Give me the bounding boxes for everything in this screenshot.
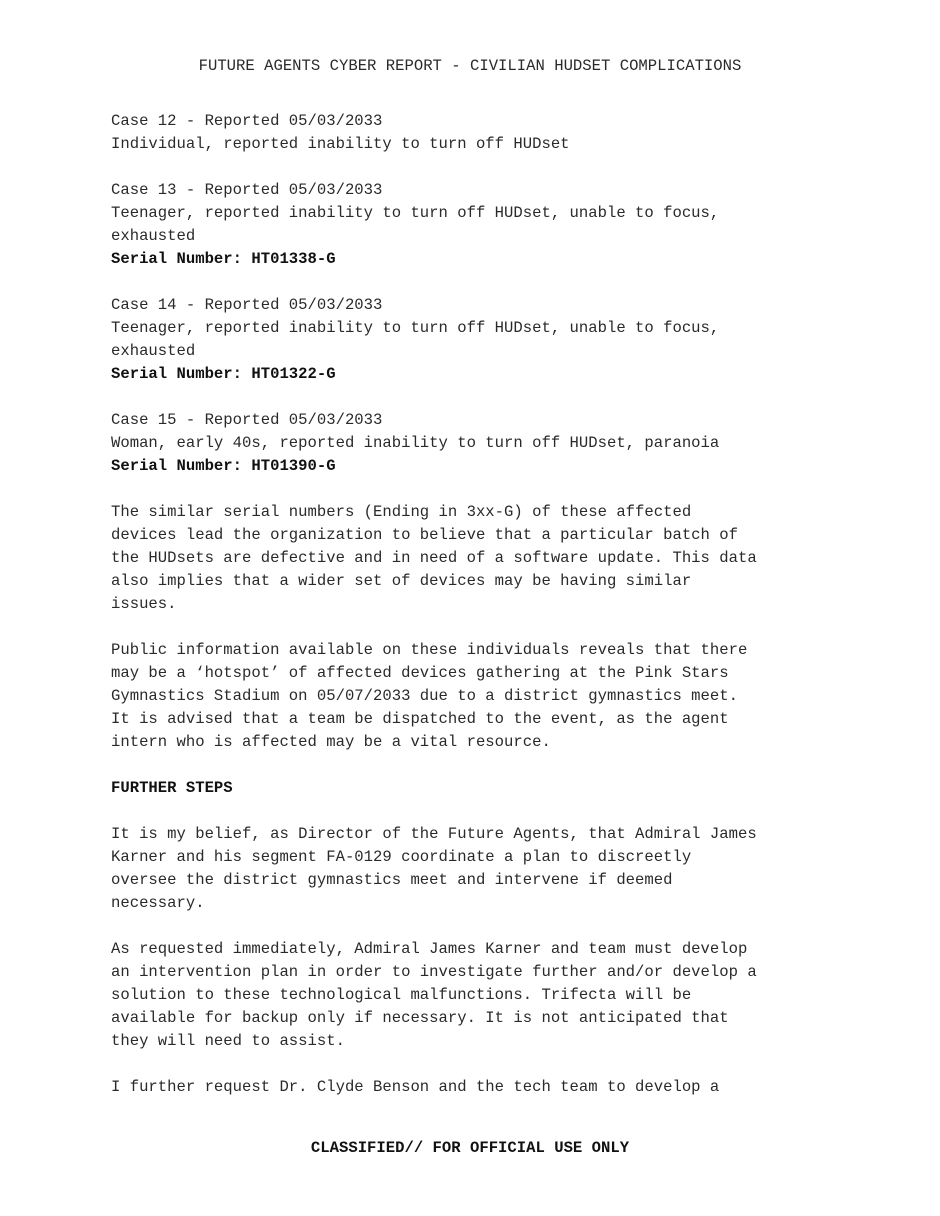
case-heading: Case 12 - Reported 05/03/2033 (111, 112, 383, 130)
case-entry-13 (111, 179, 841, 271)
case-heading: Case 13 - Reported 05/03/2033 (111, 181, 383, 199)
public-information-paragraph (111, 639, 841, 754)
paragraph-line: It is advised that a team be dispatched to the event, as the agent (111, 710, 729, 728)
case-serial-number: Serial Number: HT01338-G (111, 250, 336, 268)
report-body (111, 110, 841, 1099)
further-steps-section (111, 777, 841, 800)
paragraph-line: oversee the district gymnastics meet and intervene if deemed (111, 871, 673, 889)
case-description: Teenager, reported inability to turn off HUDset, unable to focus, (111, 319, 720, 337)
case-serial-number: Serial Number: HT01390-G (111, 457, 336, 475)
director-belief-paragraph (111, 823, 841, 915)
paragraph-line: intern who is affected may be a vital resource. (111, 733, 551, 751)
paragraph-line: Public information available on these individuals reveals that there (111, 641, 748, 659)
paragraph-line: devices lead the organization to believe that a particular batch of (111, 526, 738, 544)
paragraph-line: solution to these technological malfunctions. Trifecta will be (111, 986, 692, 1004)
case-description: Individual, reported inability to turn off HUDset (111, 135, 570, 153)
paragraph-line: available for backup only if necessary. It is not anticipated that (111, 1009, 729, 1027)
paragraph-line: also implies that a wider set of devices may be having similar (111, 572, 692, 590)
report-title: FUTURE AGENTS CYBER REPORT - CIVILIAN HUDSET COMPLICATIONS (198, 57, 742, 75)
section-heading: FURTHER STEPS (111, 779, 233, 797)
case-description: exhausted (111, 227, 196, 245)
paragraph-line: As requested immediately, Admiral James Karner and team must develop (111, 940, 748, 958)
case-description: Woman, early 40s, reported inability to turn off HUDset, paranoia (111, 434, 720, 452)
case-description: exhausted (111, 342, 196, 360)
serial-analysis-paragraph (111, 501, 841, 616)
intervention-request-paragraph (111, 938, 841, 1053)
case-entry-15 (111, 409, 841, 478)
paragraph-line: I further request Dr. Clyde Benson and the tech team to develop a (111, 1078, 720, 1096)
paragraph-line: necessary. (111, 894, 205, 912)
paragraph-line: may be a ‘hotspot’ of affected devices gathering at the Pink Stars (111, 664, 729, 682)
case-entry-14 (111, 294, 841, 386)
case-heading: Case 14 - Reported 05/03/2033 (111, 296, 383, 314)
case-entry-12 (111, 110, 841, 156)
case-serial-number: Serial Number: HT01322-G (111, 365, 336, 383)
case-heading: Case 15 - Reported 05/03/2033 (111, 411, 383, 429)
paragraph-line: The similar serial numbers (Ending in 3xx-G) of these affected (111, 503, 692, 521)
paragraph-line: Karner and his segment FA-0129 coordinate a plan to discreetly (111, 848, 692, 866)
paragraph-line: Gymnastics Stadium on 05/07/2033 due to a district gymnastics meet. (111, 687, 738, 705)
paragraph-line: they will need to assist. (111, 1032, 345, 1050)
paragraph-line: issues. (111, 595, 177, 613)
paragraph-line: the HUDsets are defective and in need of a software update. This data (111, 549, 757, 567)
case-description: Teenager, reported inability to turn off HUDset, unable to focus, (111, 204, 720, 222)
further-request-paragraph (111, 1076, 841, 1099)
paragraph-line: It is my belief, as Director of the Future Agents, that Admiral James (111, 825, 757, 843)
paragraph-line: an intervention plan in order to investigate further and/or develop a (111, 963, 757, 981)
classification-footer: CLASSIFIED// FOR OFFICIAL USE ONLY (310, 1139, 630, 1157)
